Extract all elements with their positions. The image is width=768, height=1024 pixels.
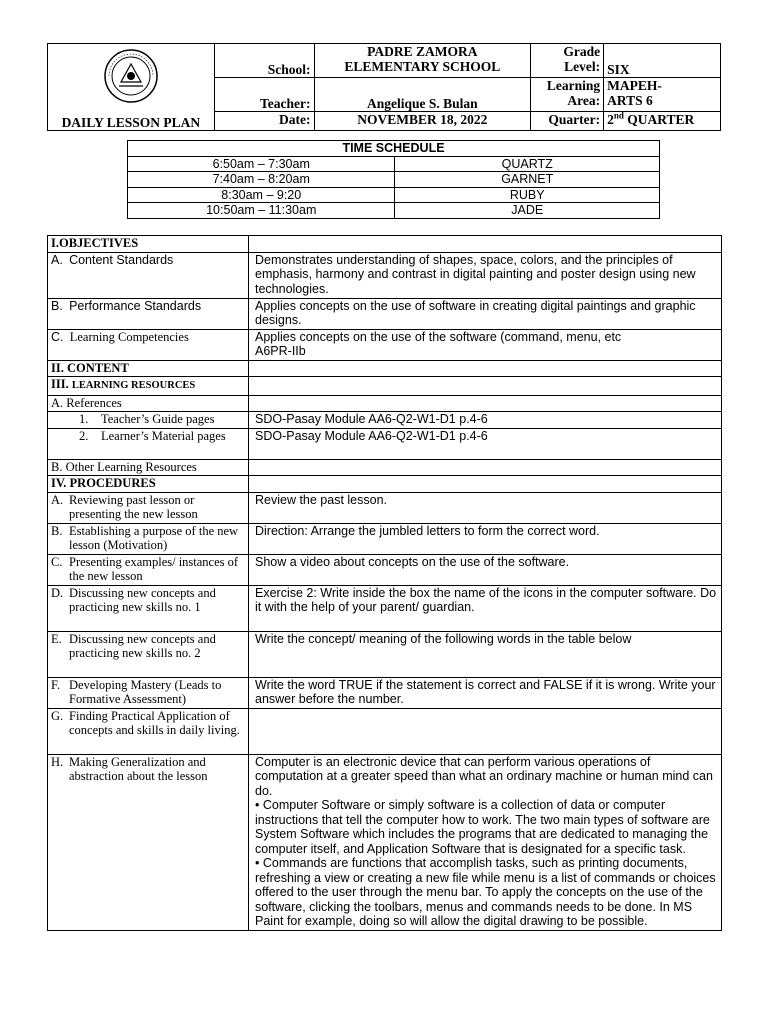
school-label: School:	[214, 44, 314, 78]
objectives-heading: I.OBJECTIVES	[48, 236, 249, 253]
procedure-value: Exercise 2: Write inside the box the name of the icons in the computer software. Do it with the help of your parent/ guardian.	[249, 585, 722, 631]
procedure-label: C. Presenting examples/ instances of the new lesson	[48, 554, 249, 585]
content-heading: II. CONTENT	[48, 360, 249, 377]
procedure-value: Review the past lesson.	[249, 492, 722, 523]
teachers-guide-value: SDO-Pasay Module AA6-Q2-W1-D1 p.4-6	[249, 412, 722, 429]
quarter-value: 2nd QUARTER	[604, 111, 721, 130]
learning-competencies-label: C. Learning Competencies	[48, 329, 249, 360]
lesson-plan-table	[47, 235, 722, 931]
procedure-value: Write the word TRUE if the statement is correct and FALSE if it is wrong. Write your answer before the number.	[249, 677, 722, 708]
procedure-label: E. Discussing new concepts and practicing new skills no. 2	[48, 631, 249, 677]
header-table	[47, 43, 721, 131]
resources-heading: III. LEARNING RESOURCES	[48, 377, 249, 396]
grade-label: Grade Level:	[531, 44, 604, 78]
learning-competencies-value: Applies concepts on the use of the software (command, menu, etc A6PR-IIb	[249, 329, 722, 360]
schedule-row: 8:30am – 9:20 RUBY	[128, 187, 660, 203]
performance-standards-value: Applies concepts on the use of software in creating digital paintings and graphic designs.	[249, 298, 722, 329]
time-schedule-table	[127, 140, 660, 219]
area-value: MAPEH- ARTS 6	[604, 77, 721, 111]
procedure-label: A. Reviewing past lesson or presenting the new lesson	[48, 492, 249, 523]
deped-seal-icon	[101, 48, 161, 104]
schedule-row: 7:40am – 8:20am GARNET	[128, 172, 660, 188]
procedure-label: G. Finding Practical Application of concepts and skills in daily living.	[48, 708, 249, 754]
procedure-label: F. Developing Mastery (Leads to Formative Assessment)	[48, 677, 249, 708]
plan-title: DAILY LESSON PLAN	[61, 115, 201, 130]
quarter-label: Quarter:	[531, 111, 604, 130]
date-label: Date:	[214, 111, 314, 130]
logo-cell	[48, 44, 215, 131]
date-value: NOVEMBER 18, 2022	[314, 111, 531, 130]
grade-value: SIX	[604, 44, 721, 78]
procedure-value: Write the concept/ meaning of the following words in the table below	[249, 631, 722, 677]
procedures-heading: IV. PROCEDURES	[48, 476, 249, 493]
generalization-paragraph: Computer is an electronic device that can perform various operations of computation at a greater speed than what an ordinary machine or human mind can do.	[255, 754, 713, 798]
content-standards-label: A. Content Standards	[48, 252, 249, 298]
procedure-label: B. Establishing a purpose of the new lesson (Motivation)	[48, 523, 249, 554]
area-label: Learning Area:	[531, 77, 604, 111]
procedure-value: Show a video about concepts on the use of the software.	[249, 554, 722, 585]
learners-material-value: SDO-Pasay Module AA6-Q2-W1-D1 p.4-6	[249, 428, 722, 459]
generalization-value	[249, 754, 722, 930]
school-value: PADRE ZAMORA ELEMENTARY SCHOOL	[314, 44, 531, 78]
schedule-row: 10:50am – 11:30am JADE	[128, 203, 660, 219]
teachers-guide-label: 1. Teacher’s Guide pages	[48, 412, 249, 429]
content-standards-value: Demonstrates understanding of shapes, space, colors, and the principles of emphasis, harmony and contrast in digital painting and poster design using new technologies.	[249, 252, 722, 298]
schedule-row: 6:50am – 7:30am QUARTZ	[128, 156, 660, 172]
time-schedule-title: TIME SCHEDULE	[128, 141, 660, 157]
learners-material-label: 2. Learner’s Material pages	[48, 428, 249, 459]
other-resources-label: B. Other Learning Resources	[48, 459, 249, 476]
performance-standards-label: B. Performance Standards	[48, 298, 249, 329]
procedure-value	[249, 708, 722, 754]
references-label: A. References	[48, 395, 249, 412]
procedure-value: Direction: Arrange the jumbled letters to form the correct word.	[249, 523, 722, 554]
procedure-label: H. Making Generalization and abstraction about the lesson	[48, 754, 249, 930]
generalization-paragraph: • Computer Software or simply software is a collection of data or computer instructions that tell the computer how to work. The two main types of software are System Software which includes the programs that are dedicated to managing the computer itself, and Application Software that is designated for a specific task.	[255, 798, 710, 856]
generalization-paragraph: • Commands are functions that accomplish tasks, such as printing documents, refreshing a view or creating a new file while menu is a list of commands or choices offered to the user through the menu bar. To apply the concepts on the use of the software, clicking the toolbars, menus and commands needs to be done. In MS Paint for example, doing so will allow the digital drawing to be possible.	[255, 856, 716, 928]
teacher-label: Teacher:	[214, 77, 314, 111]
teacher-value: Angelique S. Bulan	[314, 77, 531, 111]
procedure-label: D. Discussing new concepts and practicing new skills no. 1	[48, 585, 249, 631]
